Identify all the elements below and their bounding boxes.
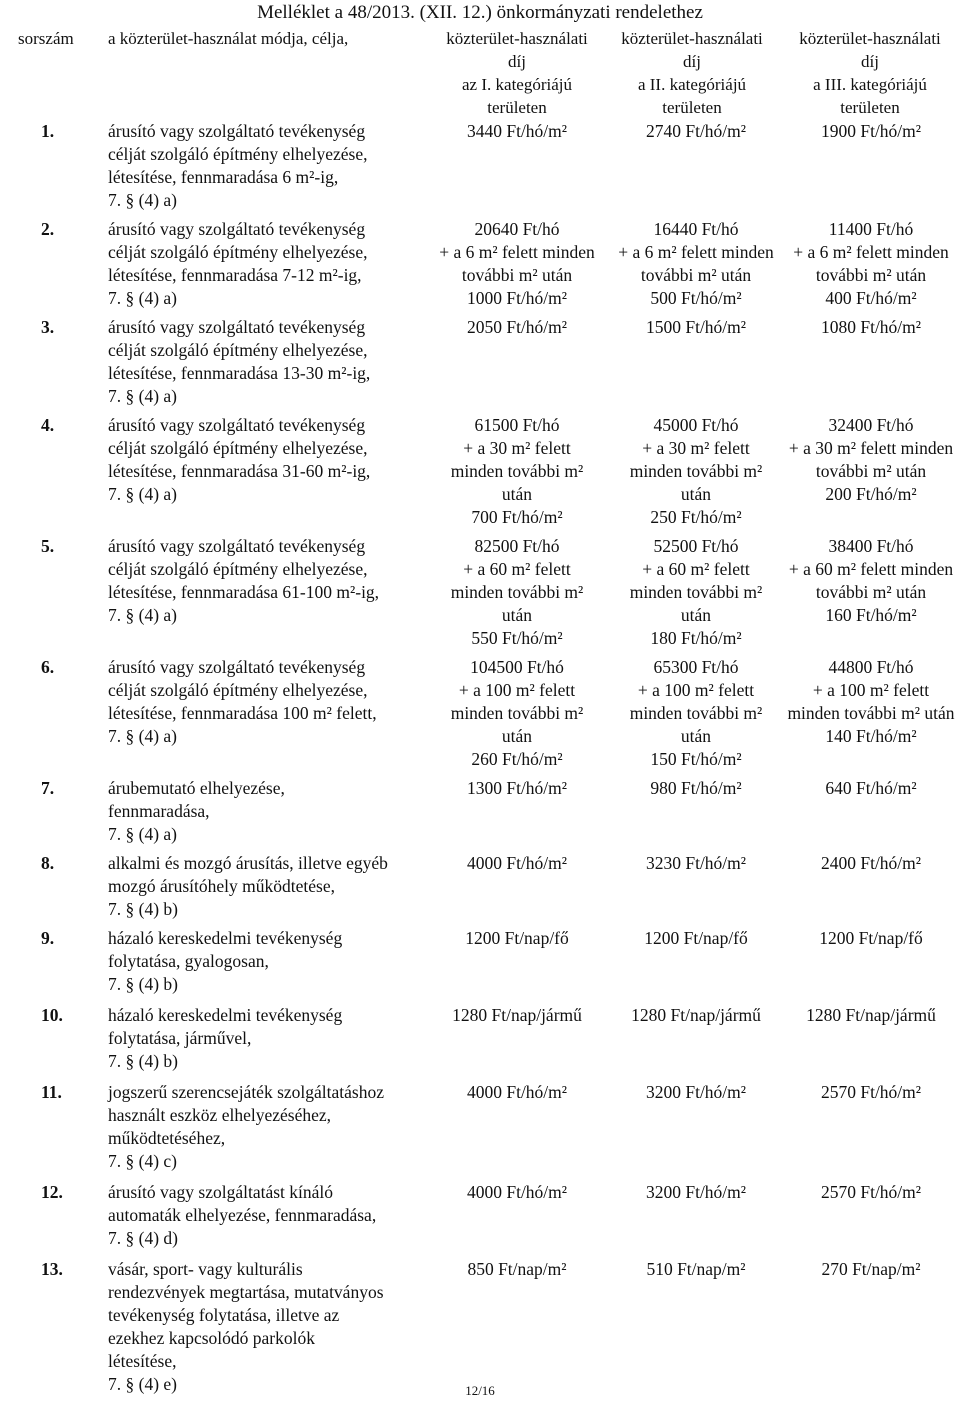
fee-category-2-line: 16440 Ft/hó bbox=[653, 219, 739, 239]
page-number: 12/16 bbox=[465, 1383, 495, 1398]
header-line: területen bbox=[840, 98, 900, 117]
fee-category-2-line: 180 Ft/hó/m² bbox=[650, 628, 742, 648]
fee-category-2-line: 3200 Ft/hó/m² bbox=[645, 1182, 747, 1202]
fee-category-3 bbox=[782, 852, 960, 927]
fee-category-3-line: 1280 Ft/nap/jármű bbox=[806, 1005, 936, 1025]
header-line: területen bbox=[662, 98, 722, 117]
fee-category-3 bbox=[782, 1258, 960, 1396]
fee-category-1-line: minden további m² bbox=[450, 461, 584, 481]
fee-category-2-line: + a 6 m² felett minden bbox=[618, 242, 774, 262]
fee-category-3-line: 140 Ft/hó/m² bbox=[825, 726, 917, 746]
row-description-line: 7. § (4) a) bbox=[108, 484, 178, 504]
row-description-line: 7. § (4) b) bbox=[108, 899, 178, 919]
row-description-line: fennmaradása, bbox=[108, 801, 210, 821]
fee-category-3-line: 270 Ft/nap/m² bbox=[821, 1259, 921, 1279]
header-line: közterület-használati bbox=[799, 29, 941, 48]
row-description bbox=[104, 535, 424, 656]
row-number: 4. bbox=[41, 415, 55, 435]
fee-category-1-line: után bbox=[501, 605, 533, 625]
row-description bbox=[104, 218, 424, 316]
fee-category-1 bbox=[424, 927, 610, 1004]
fee-category-1-line: + a 6 m² felett minden bbox=[439, 242, 595, 262]
fee-category-2-line: 250 Ft/hó/m² bbox=[650, 507, 742, 527]
header-line: a III. kategóriájú bbox=[813, 75, 927, 94]
row-description-line: létesítése, bbox=[108, 1351, 177, 1371]
fee-category-2-line: 45000 Ft/hó bbox=[653, 415, 739, 435]
fee-category-3-line: 1900 Ft/hó/m² bbox=[820, 121, 922, 141]
row-description bbox=[104, 1081, 424, 1181]
row-description-line: 7. § (4) a) bbox=[108, 605, 178, 625]
document-title: Melléklet a 48/2013. (XII. 12.) önkormányzati rendelethez bbox=[257, 2, 703, 23]
fee-category-1-line: 700 Ft/hó/m² bbox=[471, 507, 563, 527]
row-description-line: árusító vagy szolgáltató tevékenység bbox=[108, 121, 366, 141]
fee-category-1 bbox=[424, 316, 610, 414]
row-description-line: 7. § (4) a) bbox=[108, 824, 178, 844]
row-description-line: árusító vagy szolgáltató tevékenység bbox=[108, 657, 366, 677]
fee-category-1-line: + a 30 m² felett bbox=[463, 438, 571, 458]
fee-category-3-line: 400 Ft/hó/m² bbox=[825, 288, 917, 308]
fee-category-2 bbox=[610, 535, 782, 656]
row-description-line: házaló kereskedelmi tevékenység bbox=[108, 928, 343, 948]
header-line: területen bbox=[487, 98, 547, 117]
row-description-line: létesítése, fennmaradása 31-60 m²-ig, bbox=[108, 461, 371, 481]
row-description bbox=[104, 1181, 424, 1258]
header-category-1 bbox=[424, 27, 610, 119]
fee-category-2 bbox=[610, 1258, 782, 1396]
row-description-line: vásár, sport- vagy kulturális bbox=[108, 1259, 303, 1279]
header-sorszam: sorszám bbox=[18, 29, 74, 48]
table-row bbox=[0, 218, 960, 316]
row-description-line: automaták elhelyezése, fennmaradása, bbox=[108, 1205, 377, 1225]
fee-category-1-line: 1200 Ft/nap/fő bbox=[465, 928, 569, 948]
fee-category-2-line: + a 60 m² felett bbox=[642, 559, 750, 579]
fee-category-3-line: + a 30 m² felett minden bbox=[788, 438, 954, 458]
fee-category-1-line: 4000 Ft/hó/m² bbox=[466, 1182, 568, 1202]
fee-category-1-line: + a 100 m² felett bbox=[458, 680, 576, 700]
row-description bbox=[104, 1258, 424, 1396]
fee-category-3-line: 160 Ft/hó/m² bbox=[825, 605, 917, 625]
fee-category-3-line: 640 Ft/hó/m² bbox=[825, 778, 917, 798]
table-row bbox=[0, 852, 960, 927]
fee-category-2-line: 3200 Ft/hó/m² bbox=[645, 1082, 747, 1102]
fee-category-2-line: további m² után bbox=[640, 265, 752, 285]
row-description-line: árusító vagy szolgáltató tevékenység bbox=[108, 317, 366, 337]
fee-category-1-line: után bbox=[501, 726, 533, 746]
row-number: 2. bbox=[41, 219, 55, 239]
row-description-line: célját szolgáló építmény elhelyezése, bbox=[108, 438, 368, 458]
fee-category-1-line: 1000 Ft/hó/m² bbox=[466, 288, 568, 308]
fee-category-3 bbox=[782, 777, 960, 852]
fee-category-2-line: 500 Ft/hó/m² bbox=[650, 288, 742, 308]
row-number: 13. bbox=[41, 1259, 63, 1279]
fee-category-3 bbox=[782, 1081, 960, 1181]
fee-category-2 bbox=[610, 120, 782, 218]
row-description-line: tevékenység folytatása, illetve az bbox=[108, 1305, 340, 1325]
table-row bbox=[0, 1258, 960, 1396]
fee-category-2-line: + a 100 m² felett bbox=[637, 680, 755, 700]
row-description-line: folytatása, gyalogosan, bbox=[108, 951, 269, 971]
fee-category-3-line: további m² után bbox=[815, 582, 927, 602]
row-description-line: árusító vagy szolgáltatást kínáló bbox=[108, 1182, 334, 1202]
row-description bbox=[104, 777, 424, 852]
table-row bbox=[0, 120, 960, 218]
row-description bbox=[104, 656, 424, 777]
row-description-line: 7. § (4) a) bbox=[108, 288, 178, 308]
fee-category-2-line: 52500 Ft/hó bbox=[653, 536, 739, 556]
row-description-line: 7. § (4) a) bbox=[108, 726, 178, 746]
row-number: 9. bbox=[41, 928, 55, 948]
fee-category-1-line: + a 60 m² felett bbox=[463, 559, 571, 579]
fee-category-2-line: minden további m² bbox=[629, 461, 763, 481]
row-number: 3. bbox=[41, 317, 55, 337]
header-line: a II. kategóriájú bbox=[637, 75, 747, 94]
fee-category-1-line: 61500 Ft/hó bbox=[474, 415, 560, 435]
fee-category-1-line: 82500 Ft/hó bbox=[474, 536, 560, 556]
row-description-line: alkalmi és mozgó árusítás, illetve egyéb bbox=[108, 853, 388, 873]
row-description-line: árusító vagy szolgáltató tevékenység bbox=[108, 536, 366, 556]
header-category-2 bbox=[606, 27, 778, 119]
fee-category-1 bbox=[424, 414, 610, 535]
fee-category-3-line: 1080 Ft/hó/m² bbox=[820, 317, 922, 337]
fee-category-3-line: minden további m² után bbox=[787, 703, 955, 723]
row-description-line: létesítése, fennmaradása 7-12 m²-ig, bbox=[108, 265, 362, 285]
row-description-line: 7. § (4) e) bbox=[108, 1374, 178, 1394]
fee-category-1 bbox=[424, 852, 610, 927]
row-description-line: rendezvények megtartása, mutatványos bbox=[108, 1282, 384, 1302]
table-row bbox=[0, 1081, 960, 1181]
fee-category-1 bbox=[424, 777, 610, 852]
fee-category-3-line: 32400 Ft/hó bbox=[828, 415, 914, 435]
fee-category-1-line: minden további m² bbox=[450, 703, 584, 723]
fee-category-3-line: 200 Ft/hó/m² bbox=[825, 484, 917, 504]
fee-category-3-line: 44800 Ft/hó bbox=[828, 657, 914, 677]
fee-category-3 bbox=[782, 316, 960, 414]
header-line: díj bbox=[861, 52, 879, 71]
row-description-line: működtetéséhez, bbox=[108, 1128, 226, 1148]
row-number: 11. bbox=[41, 1082, 62, 1102]
row-number: 7. bbox=[41, 778, 55, 798]
fee-category-1-line: 4000 Ft/hó/m² bbox=[466, 853, 568, 873]
row-description-line: 7. § (4) c) bbox=[108, 1151, 178, 1171]
fee-category-3 bbox=[782, 1181, 960, 1258]
fee-category-1 bbox=[424, 1081, 610, 1181]
row-number: 5. bbox=[41, 536, 55, 556]
fee-category-1 bbox=[424, 656, 610, 777]
fee-category-3-line: 1200 Ft/nap/fő bbox=[819, 928, 923, 948]
fee-table-body bbox=[0, 120, 960, 1396]
row-number: 6. bbox=[41, 657, 55, 677]
row-description-line: 7. § (4) a) bbox=[108, 386, 178, 406]
table-row bbox=[0, 535, 960, 656]
fee-category-2-line: 150 Ft/hó/m² bbox=[650, 749, 742, 769]
fee-category-2-line: 2740 Ft/hó/m² bbox=[645, 121, 747, 141]
fee-table bbox=[0, 120, 960, 1396]
fee-category-2-line: 65300 Ft/hó bbox=[653, 657, 739, 677]
fee-category-2-line: után bbox=[680, 726, 712, 746]
fee-category-3 bbox=[782, 218, 960, 316]
header-line: díj bbox=[508, 52, 526, 71]
row-description bbox=[104, 852, 424, 927]
fee-category-1-line: 850 Ft/nap/m² bbox=[467, 1259, 567, 1279]
fee-category-2 bbox=[610, 1004, 782, 1081]
fee-category-2-line: 1280 Ft/nap/jármű bbox=[631, 1005, 761, 1025]
fee-category-1-line: 1300 Ft/hó/m² bbox=[466, 778, 568, 798]
row-description-line: célját szolgáló építmény elhelyezése, bbox=[108, 680, 368, 700]
row-description-line: létesítése, fennmaradása 100 m² felett, bbox=[108, 703, 377, 723]
fee-category-1-line: további m² után bbox=[461, 265, 573, 285]
fee-category-3-line: 38400 Ft/hó bbox=[828, 536, 914, 556]
fee-category-2-line: 1500 Ft/hó/m² bbox=[645, 317, 747, 337]
fee-category-1-line: 260 Ft/hó/m² bbox=[471, 749, 563, 769]
row-description-line: használt eszköz elhelyezéséhez, bbox=[108, 1105, 331, 1125]
row-description-line: jogszerű szerencsejáték szolgáltatáshoz bbox=[108, 1082, 384, 1102]
fee-category-3 bbox=[782, 414, 960, 535]
fee-category-3-line: + a 100 m² felett bbox=[812, 680, 930, 700]
row-description-line: mozgó árusítóhely működtetése, bbox=[108, 876, 335, 896]
fee-category-1-line: 2050 Ft/hó/m² bbox=[466, 317, 568, 337]
table-row bbox=[0, 1004, 960, 1081]
row-number: 1. bbox=[41, 121, 55, 141]
row-description-line: árusító vagy szolgáltató tevékenység bbox=[108, 415, 366, 435]
fee-category-3 bbox=[782, 927, 960, 1004]
fee-category-2-line: 3230 Ft/hó/m² bbox=[645, 853, 747, 873]
fee-category-2 bbox=[610, 218, 782, 316]
row-description bbox=[104, 414, 424, 535]
row-description-line: 7. § (4) b) bbox=[108, 1051, 178, 1071]
row-description-line: 7. § (4) a) bbox=[108, 190, 178, 210]
fee-category-3 bbox=[782, 656, 960, 777]
fee-category-1-line: 20640 Ft/hó bbox=[474, 219, 560, 239]
row-description-line: létesítése, fennmaradása 13-30 m²-ig, bbox=[108, 363, 371, 383]
fee-category-1-line: 550 Ft/hó/m² bbox=[471, 628, 563, 648]
header-line: díj bbox=[683, 52, 701, 71]
fee-category-1 bbox=[424, 535, 610, 656]
row-description-line: célját szolgáló építmény elhelyezése, bbox=[108, 242, 368, 262]
fee-category-1 bbox=[424, 1181, 610, 1258]
fee-category-2-line: 980 Ft/hó/m² bbox=[650, 778, 742, 798]
row-description-line: árusító vagy szolgáltató tevékenység bbox=[108, 219, 366, 239]
fee-category-1-line: minden további m² bbox=[450, 582, 584, 602]
header-description: a közterület-használat módja, célja, bbox=[108, 29, 349, 48]
fee-category-2-line: után bbox=[680, 605, 712, 625]
row-number: 12. bbox=[41, 1182, 63, 1202]
row-description-line: célját szolgáló építmény elhelyezése, bbox=[108, 340, 368, 360]
fee-category-2 bbox=[610, 414, 782, 535]
row-description bbox=[104, 120, 424, 218]
row-description-line: létesítése, fennmaradása 6 m²-ig, bbox=[108, 167, 339, 187]
header-line: közterület-használati bbox=[621, 29, 763, 48]
fee-category-2-line: után bbox=[680, 484, 712, 504]
row-description bbox=[104, 1004, 424, 1081]
row-description-line: célját szolgáló építmény elhelyezése, bbox=[108, 559, 368, 579]
row-number: 10. bbox=[41, 1005, 63, 1025]
fee-category-2 bbox=[610, 777, 782, 852]
fee-category-3-line: 11400 Ft/hó bbox=[828, 219, 914, 239]
fee-category-3-line: + a 6 m² felett minden bbox=[793, 242, 949, 262]
table-row bbox=[0, 777, 960, 852]
fee-category-1 bbox=[424, 1004, 610, 1081]
row-description-line: házaló kereskedelmi tevékenység bbox=[108, 1005, 343, 1025]
fee-category-3-line: 2570 Ft/hó/m² bbox=[820, 1182, 922, 1202]
fee-category-3 bbox=[782, 1004, 960, 1081]
fee-category-2 bbox=[610, 927, 782, 1004]
fee-category-1 bbox=[424, 1258, 610, 1396]
fee-category-3-line: 2400 Ft/hó/m² bbox=[820, 853, 922, 873]
fee-category-1-line: 4000 Ft/hó/m² bbox=[466, 1082, 568, 1102]
row-description bbox=[104, 316, 424, 414]
fee-category-2 bbox=[610, 1081, 782, 1181]
fee-category-1 bbox=[424, 218, 610, 316]
fee-category-3-line: 2570 Ft/hó/m² bbox=[820, 1082, 922, 1102]
row-description-line: árubemutató elhelyezése, bbox=[108, 778, 285, 798]
header-line: közterület-használati bbox=[446, 29, 588, 48]
table-row bbox=[0, 414, 960, 535]
header-line: az I. kategóriájú bbox=[462, 75, 572, 94]
fee-category-2 bbox=[610, 1181, 782, 1258]
fee-category-1-line: 104500 Ft/hó bbox=[470, 657, 564, 677]
fee-category-3 bbox=[782, 535, 960, 656]
fee-category-2 bbox=[610, 316, 782, 414]
row-description-line: 7. § (4) d) bbox=[108, 1228, 178, 1248]
fee-category-3-line: + a 60 m² felett minden bbox=[788, 559, 954, 579]
fee-category-2-line: 1200 Ft/nap/fő bbox=[644, 928, 748, 948]
fee-category-1-line: után bbox=[501, 484, 533, 504]
table-row bbox=[0, 1181, 960, 1258]
fee-category-3-line: további m² után bbox=[815, 461, 927, 481]
row-description-line: 7. § (4) b) bbox=[108, 974, 178, 994]
fee-category-1-line: 1280 Ft/nap/jármű bbox=[452, 1005, 582, 1025]
row-description-line: folytatása, járművel, bbox=[108, 1028, 252, 1048]
fee-category-3 bbox=[782, 120, 960, 218]
row-description-line: célját szolgáló építmény elhelyezése, bbox=[108, 144, 368, 164]
table-row bbox=[0, 316, 960, 414]
fee-category-2 bbox=[610, 656, 782, 777]
fee-category-1-line: 3440 Ft/hó/m² bbox=[466, 121, 568, 141]
table-row bbox=[0, 656, 960, 777]
fee-category-2-line: + a 30 m² felett bbox=[642, 438, 750, 458]
fee-category-2-line: minden további m² bbox=[629, 703, 763, 723]
row-description bbox=[104, 927, 424, 1004]
table-row bbox=[0, 927, 960, 1004]
row-description-line: létesítése, fennmaradása 61-100 m²-ig, bbox=[108, 582, 380, 602]
fee-category-1 bbox=[424, 120, 610, 218]
fee-category-2-line: 510 Ft/nap/m² bbox=[646, 1259, 746, 1279]
header-category-3 bbox=[780, 27, 960, 119]
fee-category-3-line: további m² után bbox=[815, 265, 927, 285]
row-description-line: ezekhez kapcsolódó parkolók bbox=[108, 1328, 316, 1348]
fee-category-2 bbox=[610, 852, 782, 927]
fee-category-2-line: minden további m² bbox=[629, 582, 763, 602]
row-number: 8. bbox=[41, 853, 55, 873]
